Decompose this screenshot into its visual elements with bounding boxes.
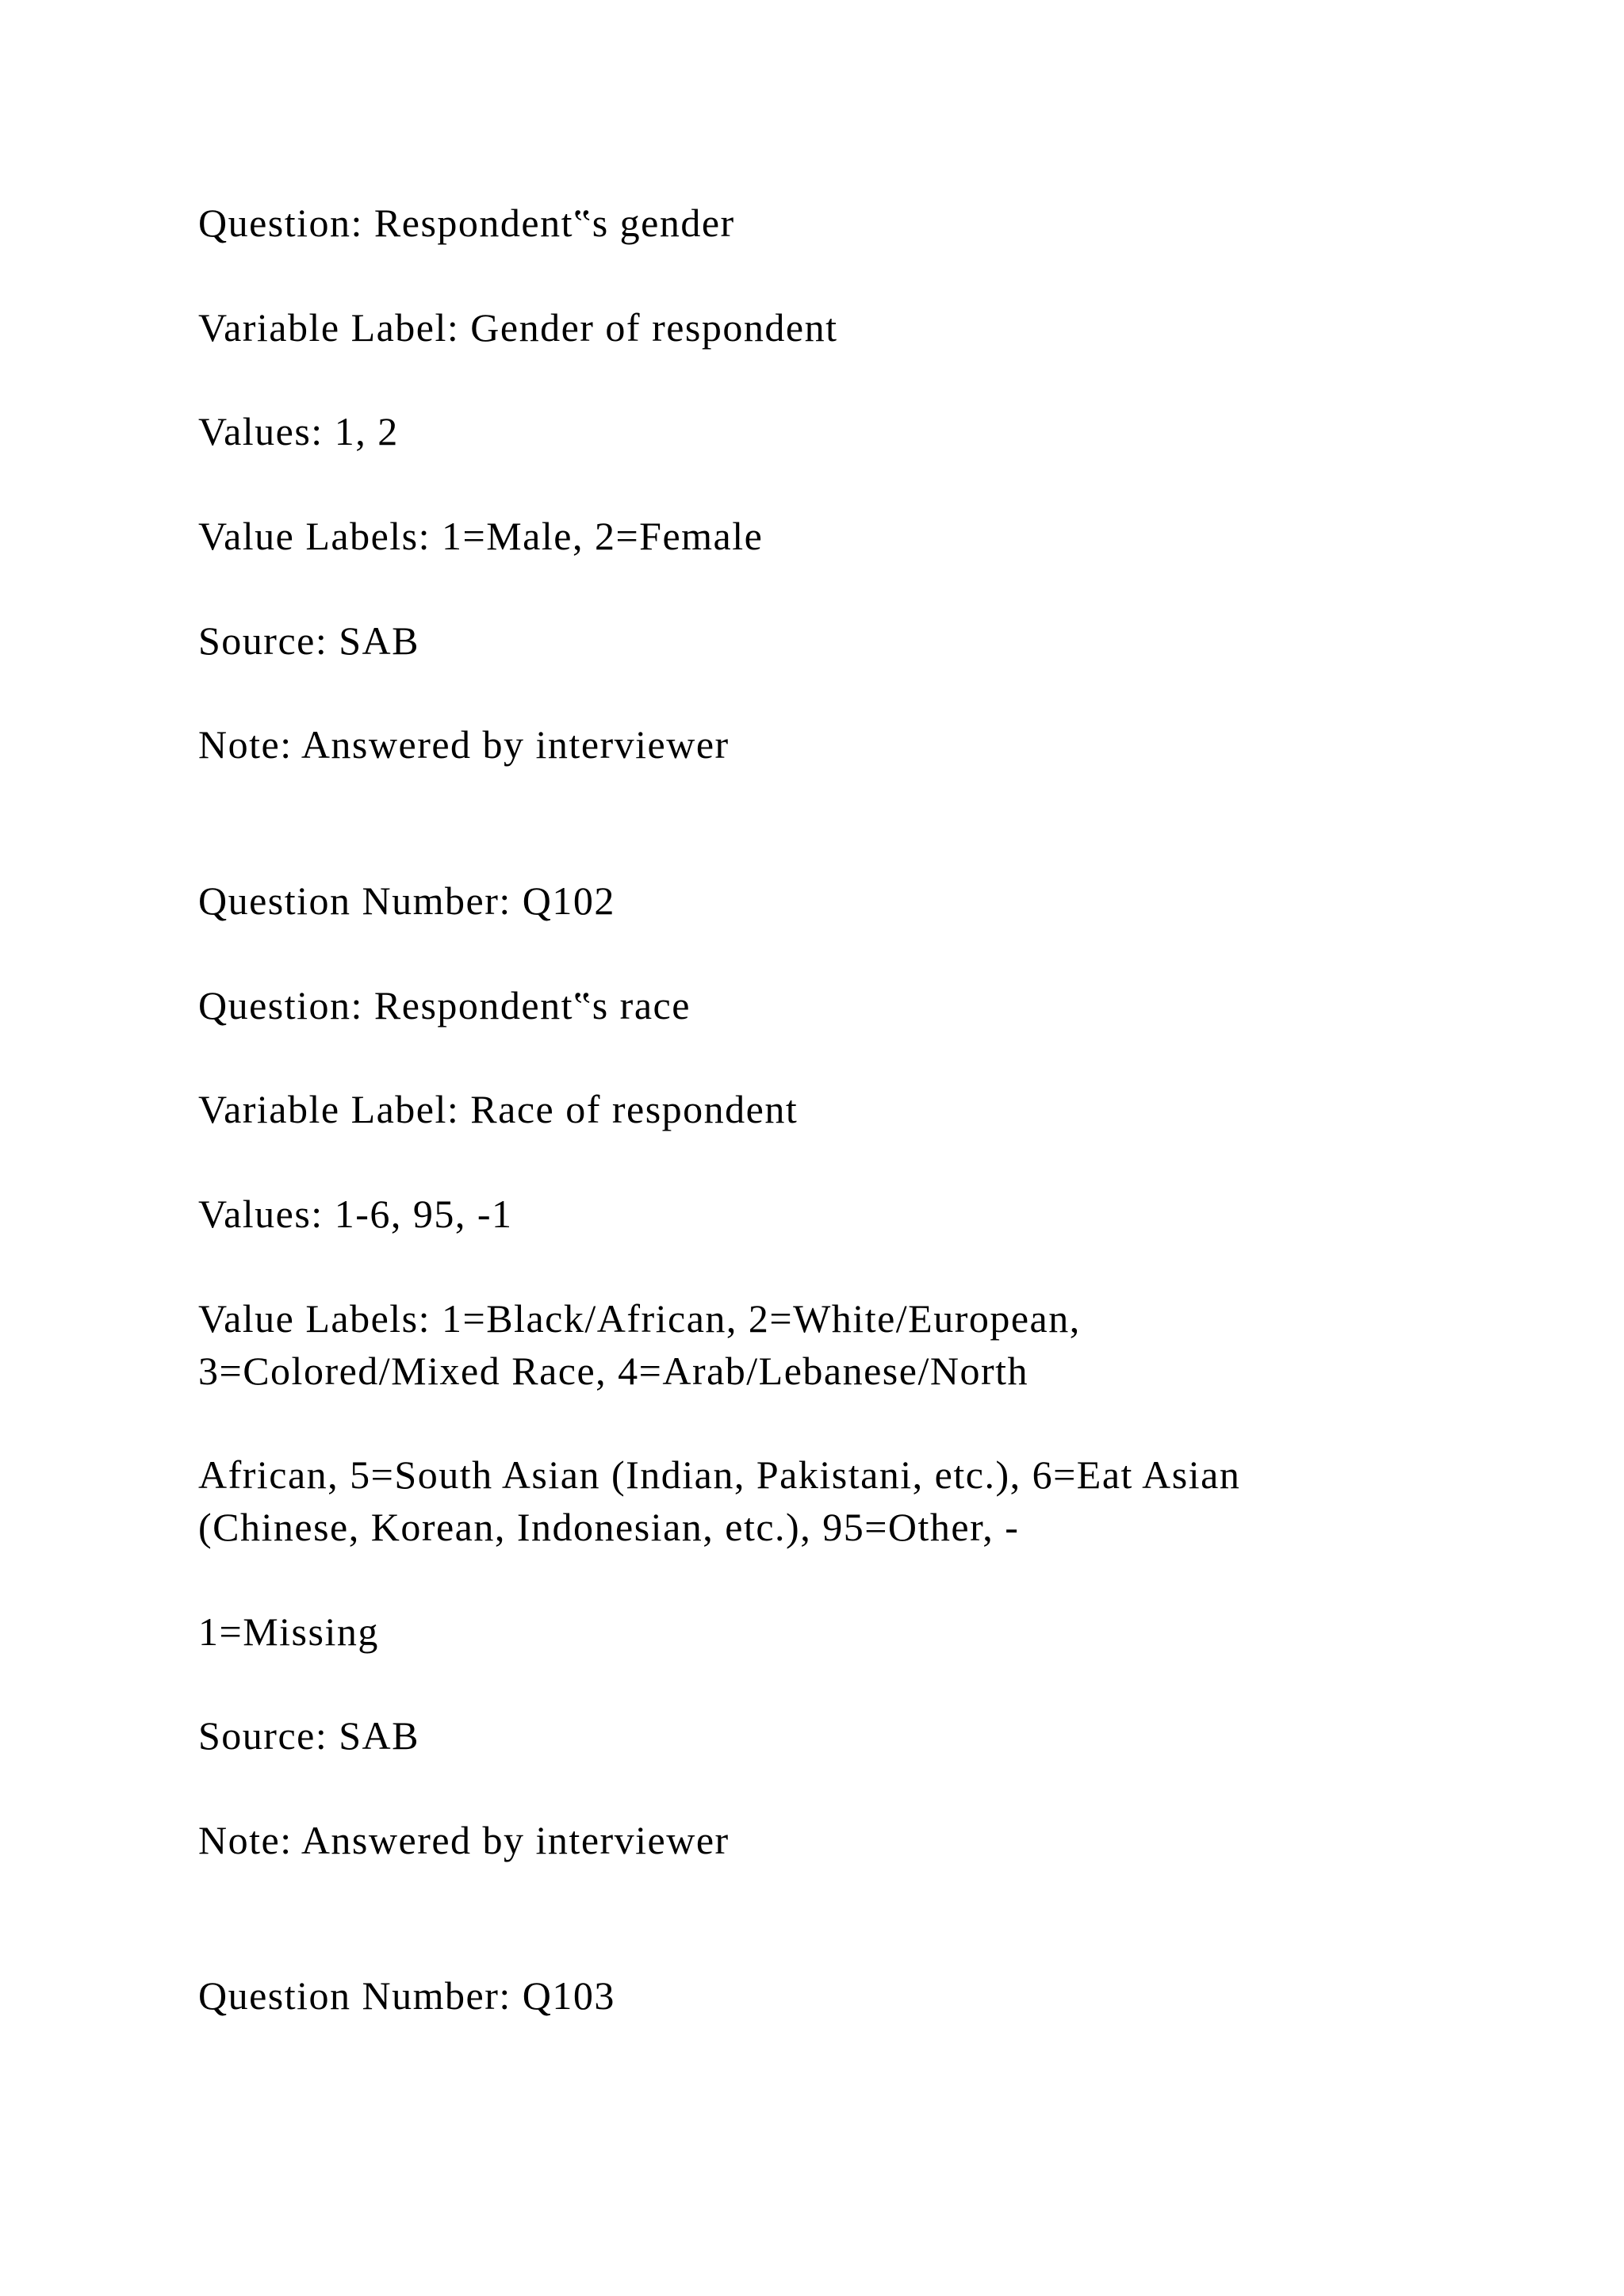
- value-labels-text: African, 5=South Asian (Indian, Pakistani, etc.), 6=Eat Asian: [198, 1452, 1241, 1497]
- question-number-text: Question Number: Q102: [198, 878, 615, 923]
- source-text: Source: SAB: [198, 1713, 419, 1758]
- variable-label-text: Variable Label: Race of respondent: [198, 1087, 799, 1131]
- question-text: Question: Respondent‟s gender: [198, 201, 735, 245]
- variable-label-text: Variable Label: Gender of respondent: [198, 305, 838, 350]
- value-labels-text: 3=Colored/Mixed Race, 4=Arab/Lebanese/North: [198, 1349, 1028, 1393]
- note-text: Note: Answered by interviewer: [198, 1818, 730, 1862]
- value-labels-text: Value Labels: 1=Black/African, 2=White/European,: [198, 1296, 1081, 1341]
- question-text: Question: Respondent‟s race: [198, 983, 691, 1027]
- value-labels-text: Value Labels: 1=Male, 2=Female: [198, 514, 764, 558]
- note-text: Note: Answered by interviewer: [198, 722, 730, 767]
- values-text: Values: 1, 2: [198, 409, 399, 453]
- value-labels-text: (Chinese, Korean, Indonesian, etc.), 95=Other, -: [198, 1505, 1020, 1549]
- source-text: Source: SAB: [198, 618, 419, 663]
- question-number-text: Question Number: Q103: [198, 1973, 615, 2018]
- values-text: Values: 1-6, 95, -1: [198, 1192, 513, 1236]
- value-labels-text: 1=Missing: [198, 1609, 379, 1654]
